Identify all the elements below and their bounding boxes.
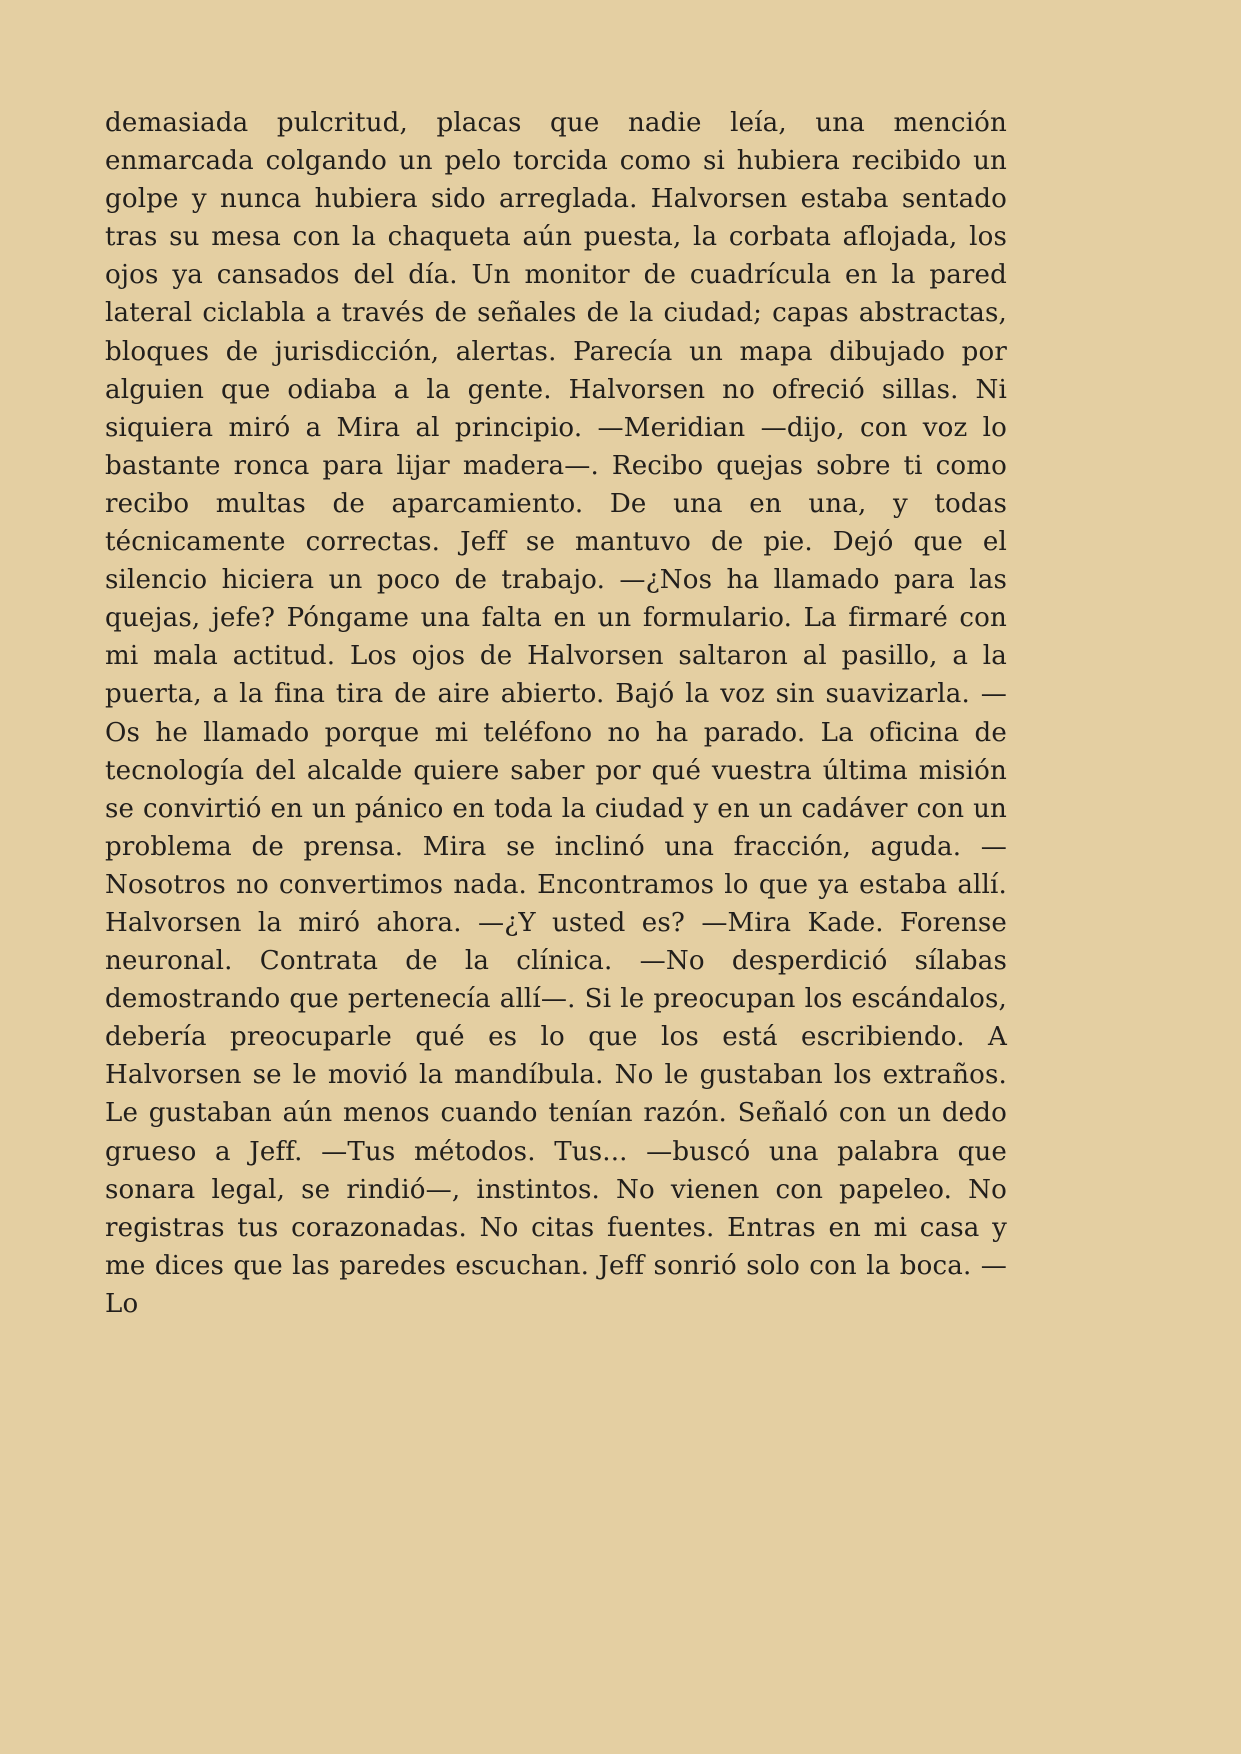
body-paragraph: demasiada pulcritud, placas que nadie leía, una mención enmarcada colgando un pelo torcida como si hubiera recibido un golpe y nunca hubiera sido arreglada. Halvorsen estaba sentado tras su mesa con la chaqueta aún puesta, la corbata aflojada, los ojos ya cansados del día. Un monitor de cuadrícula en la pared lateral ciclabla a través de señales de la ciudad; capas abstractas, bloques de jurisdicción, alertas. Parecía un mapa dibujado por alguien que odiaba a la gente. Halvorsen no ofreció sillas. Ni siquiera miró a Mira al principio. —Meridian —dijo, con voz lo bastante ronca para lijar madera—. Recibo quejas sobre ti como recibo multas de aparcamiento. De una en una, y todas técnicamente correctas. Jeff se mantuvo de pie. Dejó que el silencio hiciera un poco de trabajo. —¿Nos ha llamado para las quejas, jefe? Póngame una falta en un formulario. La firmaré con mi mala actitud. Los ojos de Halvorsen saltaron al pasillo, a la puerta, a la fina tira de aire abierto. Bajó la voz sin suavizarla. —Os he llamado porque mi teléfono no ha parado. La oficina de tecnología del alcalde quiere saber por qué vuestra última misión se convirtió en un pánico en toda la ciudad y en un cadáver con un problema de prensa. Mira se inclinó una fracción, aguda. —Nosotros no convertimos nada. Encontramos lo que ya estaba allí. Halvorsen la miró ahora. —¿Y usted es? —Mira Kade. Forense neuronal. Contrata de la clínica. —No desperdició sílabas demostrando que pertenecía allí—. Si le preocupan los escándalos, debería preocuparle qué es lo que los está escribiendo. A Halvorsen se le movió la mandíbula. No le gustaban los extraños. Le gustaban aún menos cuando tenían razón. Señaló con un dedo grueso a Jeff. —Tus métodos. Tus... —buscó una palabra que sonara legal, se rindió—, instintos. No vienen con papeleo. No registras tus corazonadas. No citas fuentes. Entras en mi casa y me dices que las paredes escuchan. Jeff sonrió solo con la boca. —Lo xyxy=(105,108,1007,1319)
text-column xyxy=(105,104,1007,1361)
